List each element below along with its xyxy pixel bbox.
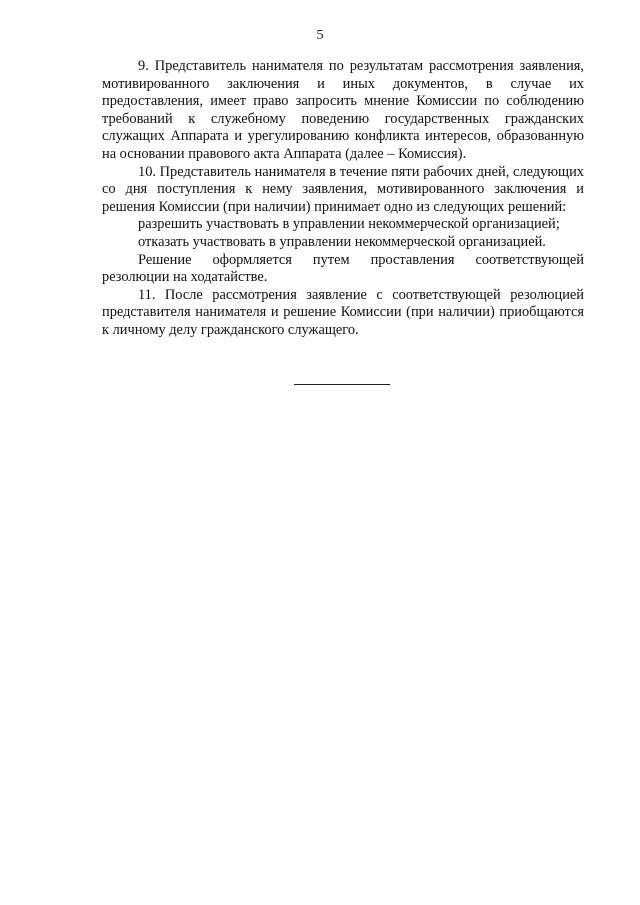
paragraph-9: 9. Представитель нанимателя по результатам рассмотрения заявления, мотивированного заключения и иных документов, в случае их предоставления, имеет право запросить мнение Комиссии по соблюдению требований к служебному поведению государственных гражданских служащих Аппарата и урегулированию конфликта интересов, образованную на основании правового акта Аппарата (далее – Комиссия). — [102, 58, 584, 162]
page-number: 5 — [316, 28, 324, 43]
decision-option-refuse: отказать участвовать в управлении некоммерческой организацией. — [138, 233, 546, 250]
decision-resolution-note: Решение оформляется путем проставления соответствующей резолюции на ходатайстве. — [102, 251, 584, 286]
end-of-document-rule — [294, 384, 390, 385]
paragraph-11: 11. После рассмотрения заявление с соответствующей резолюцией представителя нанимателя и решение Комиссии (при наличии) приобщаются к личному делу гражданского служащего. — [102, 286, 584, 338]
paragraph-10: 10. Представитель нанимателя в течение пяти рабочих дней, следующих со дня поступления к нему заявления, мотивированного заключения и решения Комиссии (при наличии) принимает одно из следующих решений: — [102, 163, 584, 215]
document-body — [102, 58, 584, 340]
decision-option-allow: разрешить участвовать в управлении некоммерческой организацией; — [138, 216, 560, 233]
